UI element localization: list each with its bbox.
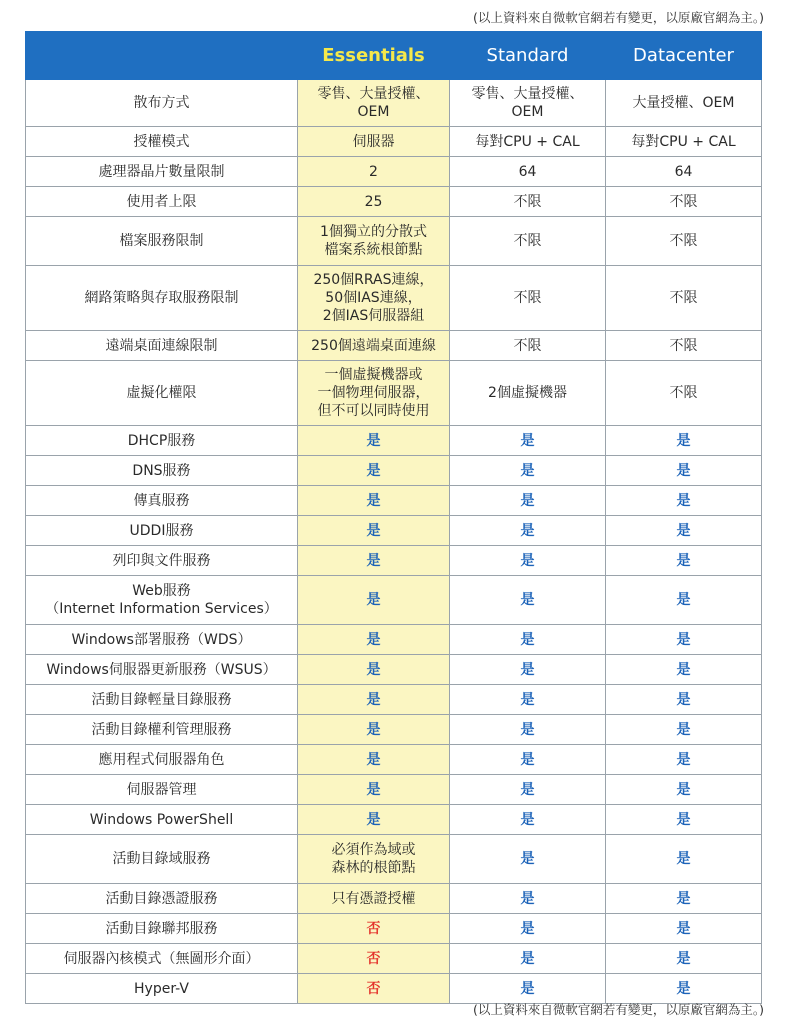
essentials-cell: 否 <box>298 974 450 1004</box>
feature-cell: Windows部署服務（WDS） <box>26 625 298 655</box>
table-row <box>26 745 762 775</box>
standard-cell: 每對CPU + CAL <box>450 127 606 157</box>
table-row <box>26 625 762 655</box>
table-row <box>26 685 762 715</box>
feature-cell: 遠端桌面連線限制 <box>26 331 298 361</box>
essentials-cell: 是 <box>298 486 450 516</box>
essentials-cell: 否 <box>298 914 450 944</box>
table-row <box>26 974 762 1004</box>
essentials-cell: 是 <box>298 546 450 576</box>
essentials-cell: 是 <box>298 805 450 835</box>
feature-cell: 傳真服務 <box>26 486 298 516</box>
header-row <box>26 32 762 80</box>
datacenter-cell: 是 <box>606 805 762 835</box>
table-row <box>26 127 762 157</box>
essentials-cell: 否 <box>298 944 450 974</box>
standard-cell: 不限 <box>450 331 606 361</box>
essentials-cell: 是 <box>298 745 450 775</box>
essentials-cell: 250個遠端桌面連線 <box>298 331 450 361</box>
essentials-cell: 是 <box>298 516 450 546</box>
datacenter-cell: 是 <box>606 745 762 775</box>
feature-cell: 列印與文件服務 <box>26 546 298 576</box>
standard-cell: 是 <box>450 884 606 914</box>
feature-cell: 活動目錄權利管理服務 <box>26 715 298 745</box>
edition-comparison-table <box>25 31 762 1004</box>
standard-cell: 是 <box>450 546 606 576</box>
table-row <box>26 884 762 914</box>
datacenter-cell: 是 <box>606 486 762 516</box>
datacenter-cell: 是 <box>606 914 762 944</box>
datacenter-cell: 是 <box>606 944 762 974</box>
table-row <box>26 80 762 127</box>
table-row <box>26 805 762 835</box>
datacenter-cell: 是 <box>606 516 762 546</box>
essentials-cell: 只有憑證授權 <box>298 884 450 914</box>
datacenter-cell: 是 <box>606 685 762 715</box>
feature-cell: 散布方式 <box>26 80 298 127</box>
feature-cell: 活動目錄憑證服務 <box>26 884 298 914</box>
table-row <box>26 655 762 685</box>
datacenter-cell: 不限 <box>606 361 762 426</box>
standard-cell: 是 <box>450 835 606 884</box>
feature-cell: 授權模式 <box>26 127 298 157</box>
feature-cell: 活動目錄聯邦服務 <box>26 914 298 944</box>
standard-cell: 是 <box>450 775 606 805</box>
essentials-cell: 是 <box>298 685 450 715</box>
essentials-cell: 25 <box>298 187 450 217</box>
standard-cell: 是 <box>450 805 606 835</box>
table-row <box>26 456 762 486</box>
feature-cell: 應用程式伺服器角色 <box>26 745 298 775</box>
table-row <box>26 217 762 266</box>
source-note-bottom: (以上資料來自微軟官網若有變更，以原廠官網為主。) <box>472 1002 764 1017</box>
feature-cell: Windows PowerShell <box>26 805 298 835</box>
table-row <box>26 426 762 456</box>
essentials-cell: 是 <box>298 456 450 486</box>
feature-cell: 虛擬化權限 <box>26 361 298 426</box>
datacenter-cell: 是 <box>606 576 762 625</box>
standard-cell: 不限 <box>450 217 606 266</box>
standard-cell: 是 <box>450 745 606 775</box>
standard-cell: 是 <box>450 426 606 456</box>
standard-cell: 是 <box>450 685 606 715</box>
header-essentials: Essentials <box>298 32 450 80</box>
essentials-cell: 是 <box>298 426 450 456</box>
standard-cell: 64 <box>450 157 606 187</box>
standard-cell: 是 <box>450 625 606 655</box>
header-datacenter: Datacenter <box>606 32 762 80</box>
standard-cell: 是 <box>450 655 606 685</box>
feature-cell: 活動目錄域服務 <box>26 835 298 884</box>
table-row <box>26 835 762 884</box>
table-row <box>26 187 762 217</box>
table-row <box>26 361 762 426</box>
table-row <box>26 266 762 331</box>
feature-cell: DHCP服務 <box>26 426 298 456</box>
essentials-cell: 是 <box>298 576 450 625</box>
standard-cell: 是 <box>450 974 606 1004</box>
datacenter-cell: 大量授權、OEM <box>606 80 762 127</box>
standard-cell: 是 <box>450 914 606 944</box>
standard-cell: 是 <box>450 486 606 516</box>
feature-cell: DNS服務 <box>26 456 298 486</box>
essentials-cell: 必須作為域或 森林的根節點 <box>298 835 450 884</box>
feature-cell: 使用者上限 <box>26 187 298 217</box>
datacenter-cell: 是 <box>606 546 762 576</box>
feature-cell: Windows伺服器更新服務（WSUS） <box>26 655 298 685</box>
feature-cell: 處理器晶片數量限制 <box>26 157 298 187</box>
standard-cell: 零售、大量授權、 OEM <box>450 80 606 127</box>
source-note-top: (以上資料來自微軟官網若有變更，以原廠官網為主。) <box>472 10 764 25</box>
standard-cell: 是 <box>450 944 606 974</box>
datacenter-cell: 是 <box>606 835 762 884</box>
datacenter-cell: 是 <box>606 715 762 745</box>
feature-cell: 伺服器內核模式（無圖形介面） <box>26 944 298 974</box>
header-standard: Standard <box>450 32 606 80</box>
standard-cell: 是 <box>450 456 606 486</box>
feature-cell: UDDI服務 <box>26 516 298 546</box>
table-row <box>26 775 762 805</box>
standard-cell: 不限 <box>450 187 606 217</box>
essentials-cell: 一個虛擬機器或 一個物理伺服器， 但不可以同時使用 <box>298 361 450 426</box>
feature-cell: 檔案服務限制 <box>26 217 298 266</box>
essentials-cell: 是 <box>298 655 450 685</box>
standard-cell: 是 <box>450 516 606 546</box>
datacenter-cell: 不限 <box>606 331 762 361</box>
datacenter-cell: 是 <box>606 884 762 914</box>
datacenter-cell: 64 <box>606 157 762 187</box>
datacenter-cell: 是 <box>606 974 762 1004</box>
datacenter-cell: 不限 <box>606 187 762 217</box>
feature-cell: 網路策略與存取服務限制 <box>26 266 298 331</box>
essentials-cell: 250個RRAS連線， 50個IAS連線， 2個IAS伺服器組 <box>298 266 450 331</box>
table-row <box>26 331 762 361</box>
standard-cell: 是 <box>450 715 606 745</box>
table-row <box>26 516 762 546</box>
standard-cell: 2個虛擬機器 <box>450 361 606 426</box>
standard-cell: 是 <box>450 576 606 625</box>
table-row <box>26 914 762 944</box>
feature-cell: Web服務 （Internet Information Services） <box>26 576 298 625</box>
datacenter-cell: 是 <box>606 625 762 655</box>
essentials-cell: 是 <box>298 715 450 745</box>
essentials-cell: 零售、大量授權、 OEM <box>298 80 450 127</box>
datacenter-cell: 不限 <box>606 266 762 331</box>
feature-cell: 伺服器管理 <box>26 775 298 805</box>
table-row <box>26 576 762 625</box>
essentials-cell: 是 <box>298 775 450 805</box>
essentials-cell: 1個獨立的分散式 檔案系統根節點 <box>298 217 450 266</box>
datacenter-cell: 是 <box>606 426 762 456</box>
table-row <box>26 486 762 516</box>
table-row <box>26 715 762 745</box>
table-row <box>26 546 762 576</box>
essentials-cell: 是 <box>298 625 450 655</box>
datacenter-cell: 不限 <box>606 217 762 266</box>
table-row <box>26 944 762 974</box>
essentials-cell: 2 <box>298 157 450 187</box>
table-row <box>26 157 762 187</box>
header-feature <box>26 32 298 80</box>
datacenter-cell: 每對CPU + CAL <box>606 127 762 157</box>
essentials-cell: 伺服器 <box>298 127 450 157</box>
datacenter-cell: 是 <box>606 456 762 486</box>
feature-cell: Hyper-V <box>26 974 298 1004</box>
feature-cell: 活動目錄輕量目錄服務 <box>26 685 298 715</box>
datacenter-cell: 是 <box>606 775 762 805</box>
standard-cell: 不限 <box>450 266 606 331</box>
datacenter-cell: 是 <box>606 655 762 685</box>
